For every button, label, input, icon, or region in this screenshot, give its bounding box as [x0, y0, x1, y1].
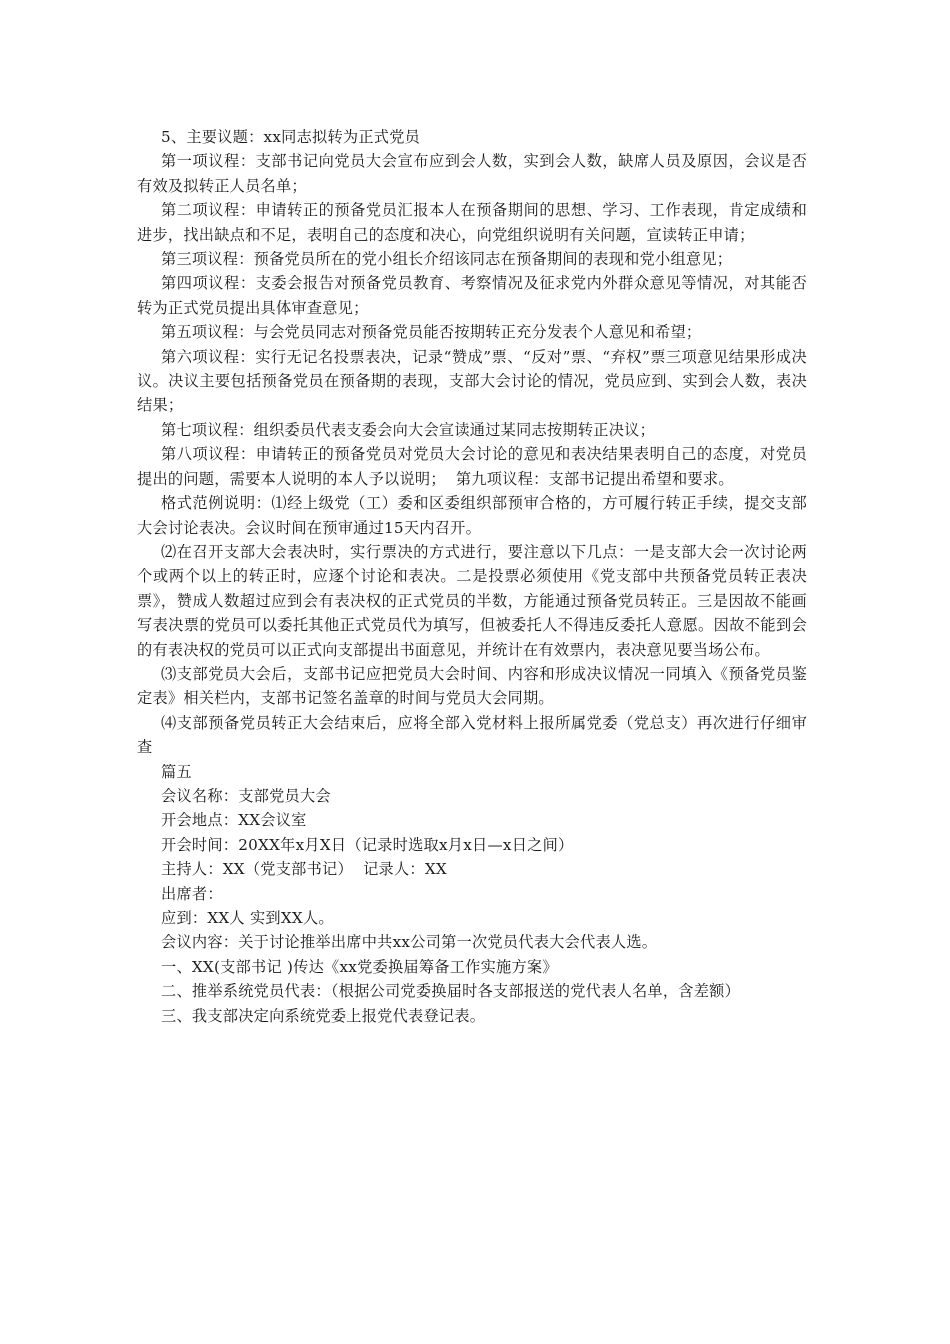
agenda-item-6: 第六项议程：实行无记名投票表决，记录“赞成”票、“反对”票、“弃权”票三项意见结果形成决议。决议主要包括预备党员在预备期的表现，支部大会讨论的情况，党员应到、实到会人数，表决结果；: [137, 347, 807, 415]
format-note-2: ⑵在召开支部大会表决时，实行票决的方式进行，要注意以下几点：一是支部大会一次讨论两个或两个以上的转正时，应逐个讨论和表决。二是投票必须使用《党支部中共预备党员转正表决票》，赞成人数超过应到会有表决权的正式党员的半数，方能通过预备党员转正。三是因故不能画写表决票的党员可以委托其他正式党员代为填写，但被委托人不得违反委托人意愿。因故不能到会的有表决权的党员可以正式向支部提出书面意见，并统计在有效票内，表决意见要当场公布。: [137, 542, 807, 659]
agenda-item-1: 第一项议程：支部书记向党员大会宣布应到会人数，实到会人数，缺席人员及原因，会议是否有效及拟转正人员名单；: [137, 152, 807, 195]
document-body: [137, 125, 807, 1028]
meeting-location: 开会地点：XX会议室: [161, 811, 307, 830]
format-note-4: ⑷支部预备党员转正大会结束后，应将全部入党材料上报所属党委（党总支）再次进行仔细审查: [137, 713, 807, 757]
main-topic-line: 5、主要议题：xx同志拟转为正式党员: [161, 128, 421, 146]
content-item-1: 一、XX(支部书记 )传达《xx党委换届筹备工作实施方案》: [161, 957, 558, 976]
content-item-3: 三、我支部决定向系统党委上报党代表登记表。: [161, 1006, 486, 1025]
section-heading: 篇五: [161, 762, 192, 781]
agenda-item-5: 第五项议程：与会党员同志对预备党员能否按期转正充分发表个人意见和希望；: [161, 323, 702, 342]
agenda-item-2: 第二项议程：申请转正的预备党员汇报本人在预备期间的思想、学习、工作表现，肯定成绩和进步，找出缺点和不足，表明自己的态度和决心，向党组织说明有关问题，宣读转正申请；: [137, 201, 807, 244]
agenda-item-7: 第七项议程：组织委员代表支委会向大会宣读通过某同志按期转正决议；: [161, 420, 655, 439]
agenda-item-8-9: 第八项议程：申请转正的预备党员对党员大会讨论的意见和表决结果表明自己的态度，对党员提出的问题，需要本人说明的本人予以说明； 第九项议程：支部书记提出希望和要求。: [137, 445, 807, 488]
format-note-1: 格式范例说明：⑴经上级党（工）委和区委组织部预审合格的，方可履行转正手续，提交支部大会讨论表决。会议时间在预审通过15天内召开。: [137, 494, 807, 537]
attendees-label: 出席者：: [161, 884, 223, 903]
agenda-item-3: 第三项议程：预备党员所在的党小组长介绍该同志在预备期间的表现和党小组意见；: [161, 250, 733, 269]
meeting-host-recorder: 主持人：XX（党支部书记） 记录人：XX: [161, 860, 447, 879]
meeting-content: 会议内容：关于讨论推举出席中共xx公司第一次党员代表大会代表人选。: [161, 933, 658, 952]
format-note-3: ⑶支部党员大会后，支部书记应把党员大会时间、内容和形成决议情况一同填入《预备党员鉴定表》相关栏内，支部书记签名盖章的时间与党员大会同期。: [137, 664, 807, 708]
meeting-time: 开会时间：20XX年x月X日（记录时选取x月x日—x日之间）: [161, 835, 574, 854]
content-item-2: 二、推举系统党员代表：（根据公司党委换届时各支部报送的党代表人名单，含差额）: [161, 982, 741, 1001]
agenda-item-4: 第四项议程：支委会报告对预备党员教育、考察情况及征求党内外群众意见等情况，对其能否转为正式党员提出具体审查意见；: [137, 274, 807, 317]
meeting-name: 会议名称：支部党员大会: [161, 786, 331, 805]
attendance-count: 应到：XX人 实到XX人。: [161, 909, 334, 927]
